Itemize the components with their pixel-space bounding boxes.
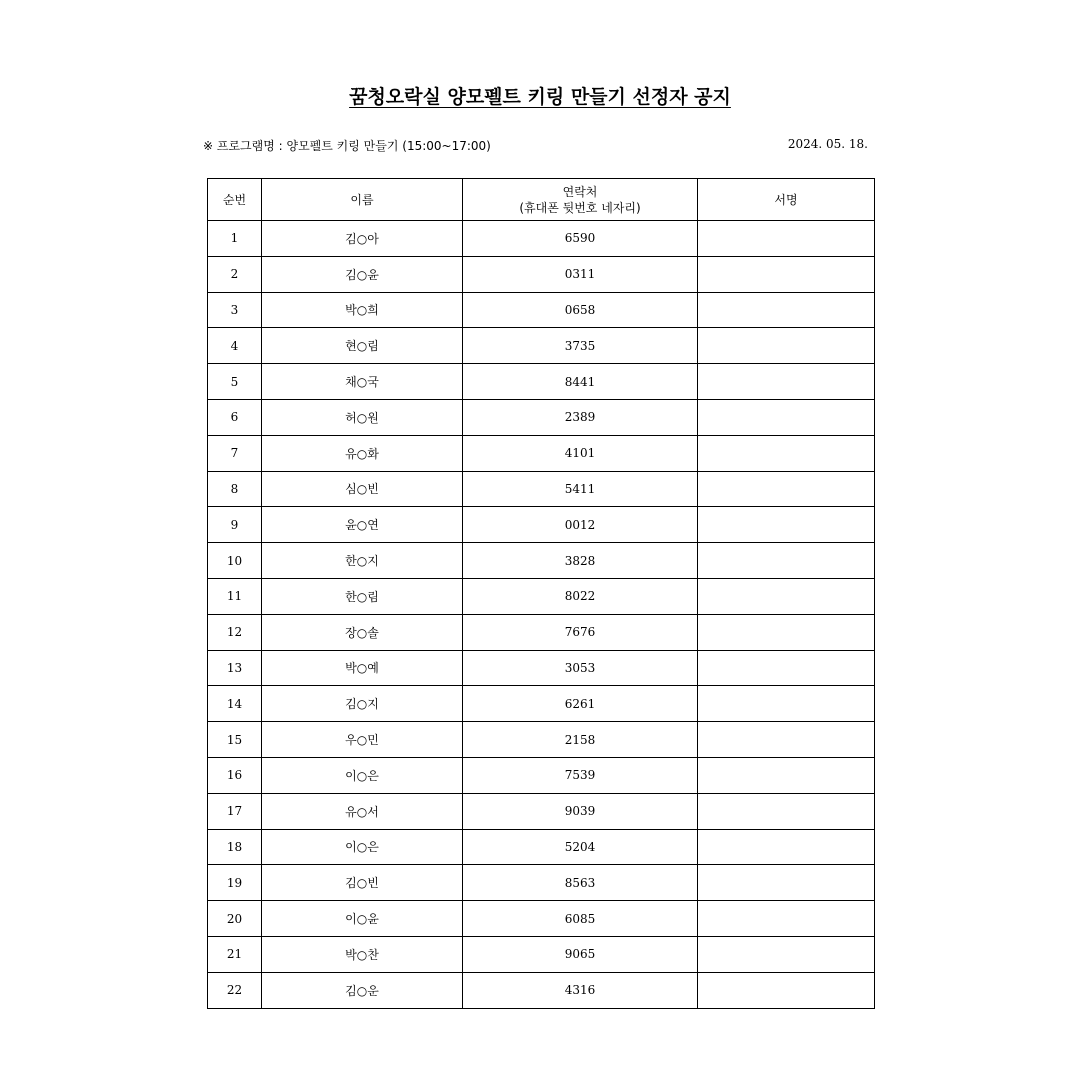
row-number: 9 <box>208 507 262 543</box>
table-row <box>208 471 875 507</box>
row-number: 15 <box>208 722 262 758</box>
row-number: 7 <box>208 435 262 471</box>
program-info: ※ 프로그램명 : 양모펠트 키링 만들기 (15:00~17:00) <box>203 139 491 153</box>
row-name: 한○지 <box>262 543 463 579</box>
row-number: 19 <box>208 865 262 901</box>
header-number: 순번 <box>208 179 262 221</box>
row-number: 13 <box>208 650 262 686</box>
row-signature <box>698 435 875 471</box>
row-number: 17 <box>208 793 262 829</box>
row-name: 이○은 <box>262 829 463 865</box>
row-signature <box>698 936 875 972</box>
row-name: 우○민 <box>262 722 463 758</box>
row-number: 5 <box>208 364 262 400</box>
row-signature <box>698 865 875 901</box>
table-row <box>208 901 875 937</box>
document-title-text: 꿈청오락실 양모펠트 키링 만들기 선정자 공지 <box>349 86 731 108</box>
row-number: 4 <box>208 328 262 364</box>
row-number: 14 <box>208 686 262 722</box>
row-number: 21 <box>208 936 262 972</box>
notice-date: 2024. 05. 18. <box>787 137 868 151</box>
row-signature <box>698 364 875 400</box>
row-signature <box>698 543 875 579</box>
row-name: 김○지 <box>262 686 463 722</box>
row-phone: 6085 <box>463 901 698 937</box>
row-number: 18 <box>208 829 262 865</box>
row-phone: 6590 <box>463 221 698 257</box>
header-contact <box>463 179 698 221</box>
table-row <box>208 399 875 435</box>
table-row <box>208 793 875 829</box>
table-row <box>208 614 875 650</box>
row-phone: 0012 <box>463 507 698 543</box>
row-name: 현○림 <box>262 328 463 364</box>
row-signature <box>698 471 875 507</box>
table-row <box>208 543 875 579</box>
row-name: 심○빈 <box>262 471 463 507</box>
table-row <box>208 686 875 722</box>
row-number: 16 <box>208 757 262 793</box>
table-row <box>208 757 875 793</box>
selection-table <box>207 178 875 1009</box>
table-row <box>208 292 875 328</box>
row-phone: 9065 <box>463 936 698 972</box>
table-row <box>208 507 875 543</box>
row-phone: 2389 <box>463 399 698 435</box>
row-signature <box>698 256 875 292</box>
header-name: 이름 <box>262 179 463 221</box>
document-title <box>0 82 1080 109</box>
row-name: 김○운 <box>262 972 463 1008</box>
row-name: 장○솔 <box>262 614 463 650</box>
row-name: 유○서 <box>262 793 463 829</box>
row-signature <box>698 507 875 543</box>
row-phone: 6261 <box>463 686 698 722</box>
table-row <box>208 865 875 901</box>
table-row <box>208 722 875 758</box>
table-row <box>208 578 875 614</box>
table-body <box>208 221 875 1009</box>
row-phone: 7676 <box>463 614 698 650</box>
row-signature <box>698 578 875 614</box>
row-phone: 3735 <box>463 328 698 364</box>
row-number: 6 <box>208 399 262 435</box>
header-signature: 서명 <box>698 179 875 221</box>
row-signature <box>698 793 875 829</box>
row-signature <box>698 722 875 758</box>
table-row <box>208 936 875 972</box>
row-name: 채○국 <box>262 364 463 400</box>
row-phone: 8022 <box>463 578 698 614</box>
row-signature <box>698 221 875 257</box>
row-signature <box>698 686 875 722</box>
row-name: 허○원 <box>262 399 463 435</box>
row-signature <box>698 399 875 435</box>
row-name: 박○찬 <box>262 936 463 972</box>
row-phone: 8441 <box>463 364 698 400</box>
table-row <box>208 972 875 1008</box>
row-number: 11 <box>208 578 262 614</box>
row-phone: 7539 <box>463 757 698 793</box>
row-number: 1 <box>208 221 262 257</box>
header-contact-note: (휴대폰 뒷번호 네자리) <box>519 200 641 215</box>
row-signature <box>698 901 875 937</box>
row-name: 유○화 <box>262 435 463 471</box>
row-name: 김○빈 <box>262 865 463 901</box>
row-name: 박○예 <box>262 650 463 686</box>
row-name: 김○윤 <box>262 256 463 292</box>
row-number: 10 <box>208 543 262 579</box>
row-number: 22 <box>208 972 262 1008</box>
row-phone: 4316 <box>463 972 698 1008</box>
row-signature <box>698 829 875 865</box>
table-row <box>208 650 875 686</box>
row-phone: 3053 <box>463 650 698 686</box>
row-number: 12 <box>208 614 262 650</box>
table-row <box>208 256 875 292</box>
row-name: 김○아 <box>262 221 463 257</box>
table-row <box>208 328 875 364</box>
row-phone: 2158 <box>463 722 698 758</box>
row-name: 박○희 <box>262 292 463 328</box>
table-row <box>208 829 875 865</box>
table-header-row <box>208 179 875 221</box>
row-phone: 4101 <box>463 435 698 471</box>
row-number: 3 <box>208 292 262 328</box>
table-row <box>208 364 875 400</box>
row-signature <box>698 757 875 793</box>
row-name: 이○은 <box>262 757 463 793</box>
row-number: 20 <box>208 901 262 937</box>
row-name: 윤○연 <box>262 507 463 543</box>
row-phone: 8563 <box>463 865 698 901</box>
row-signature <box>698 972 875 1008</box>
row-signature <box>698 650 875 686</box>
row-signature <box>698 328 875 364</box>
row-phone: 5411 <box>463 471 698 507</box>
row-name: 한○림 <box>262 578 463 614</box>
table-row <box>208 435 875 471</box>
row-number: 8 <box>208 471 262 507</box>
row-number: 2 <box>208 256 262 292</box>
row-signature <box>698 292 875 328</box>
row-phone: 0658 <box>463 292 698 328</box>
row-phone: 5204 <box>463 829 698 865</box>
header-contact-label: 연락처 <box>562 184 598 199</box>
row-phone: 0311 <box>463 256 698 292</box>
row-signature <box>698 614 875 650</box>
row-phone: 9039 <box>463 793 698 829</box>
table-row <box>208 221 875 257</box>
row-phone: 3828 <box>463 543 698 579</box>
row-name: 이○윤 <box>262 901 463 937</box>
